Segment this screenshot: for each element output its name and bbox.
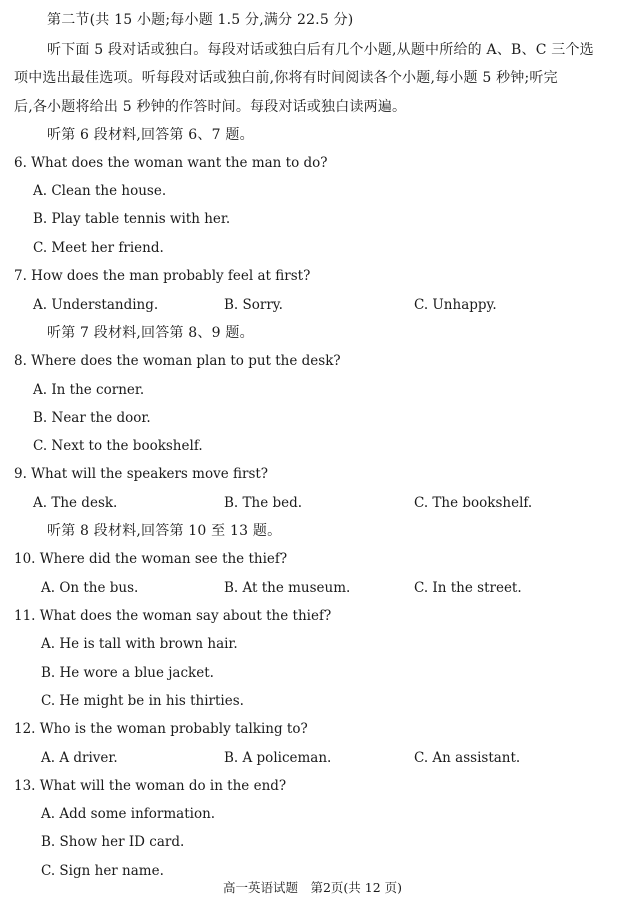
group-heading-8: 听第 8 段材料,回答第 10 至 13 题。 [47, 523, 282, 539]
question-6-stem: 6. What does the woman want the man to do? [14, 155, 328, 171]
question-7-stem: 7. How does the man probably feel at first? [14, 268, 311, 284]
question-8-stem: 8. Where does the woman plan to put the desk? [14, 353, 341, 369]
question-11-stem: 11. What does the woman say about the thief? [14, 608, 332, 624]
question-11-option-c: C. He might be in his thirties. [41, 693, 244, 709]
question-9-stem: 9. What will the speakers move first? [14, 466, 269, 482]
instructions-line-3: 后,各小题将给出 5 秒钟的作答时间。每段对话或独白读两遍。 [14, 99, 407, 115]
question-6-option-a: A. Clean the house. [33, 183, 167, 199]
question-8-option-c: C. Next to the bookshelf. [33, 438, 203, 454]
question-7-option-a: A. Understanding. [33, 297, 159, 313]
question-13-option-a: A. Add some information. [41, 806, 216, 822]
question-9-option-a: A. The desk. [33, 495, 118, 511]
question-10-option-a: A. On the bus. [41, 580, 139, 596]
instructions-line-2: 项中选出最佳选项。听每段对话或独白前,你将有时间阅读各个小题,每小题 5 秒钟;听完 [14, 70, 558, 86]
question-10-option-b: B. At the museum. [224, 580, 351, 596]
question-7-option-c: C. Unhappy. [414, 297, 497, 313]
question-8-option-b: B. Near the door. [33, 410, 151, 426]
instructions-line-1: 听下面 5 段对话或独白。每段对话或独白后有几个小题,从题中所给的 A、B、C 三个选 [47, 42, 594, 58]
question-12-option-a: A. A driver. [41, 750, 118, 766]
question-11-option-b: B. He wore a blue jacket. [41, 665, 214, 681]
group-heading-6: 听第 6 段材料,回答第 6、7 题。 [47, 127, 254, 143]
question-10-option-c: C. In the street. [414, 580, 522, 596]
question-11-option-a: A. He is tall with brown hair. [41, 636, 238, 652]
question-12-option-b: B. A policeman. [224, 750, 332, 766]
question-9-option-c: C. The bookshelf. [414, 495, 533, 511]
page-footer: 高一英语试题 第2页(共 12 页) [222, 880, 403, 895]
section-title: 第二节(共 15 小题;每小题 1.5 分,满分 22.5 分) [47, 12, 354, 28]
question-6-option-c: C. Meet her friend. [33, 240, 164, 256]
question-9-option-b: B. The bed. [224, 495, 303, 511]
question-13-option-b: B. Show her ID card. [41, 834, 185, 850]
question-12-stem: 12. Who is the woman probably talking to? [14, 721, 308, 737]
question-8-option-a: A. In the corner. [33, 382, 145, 398]
group-heading-7: 听第 7 段材料,回答第 8、9 题。 [47, 325, 254, 341]
question-7-option-b: B. Sorry. [224, 297, 283, 313]
question-13-option-c: C. Sign her name. [41, 863, 164, 879]
question-6-option-b: B. Play table tennis with her. [33, 211, 231, 227]
question-10-stem: 10. Where did the woman see the thief? [14, 551, 288, 567]
question-12-option-c: C. An assistant. [414, 750, 521, 766]
question-13-stem: 13. What will the woman do in the end? [14, 778, 287, 794]
